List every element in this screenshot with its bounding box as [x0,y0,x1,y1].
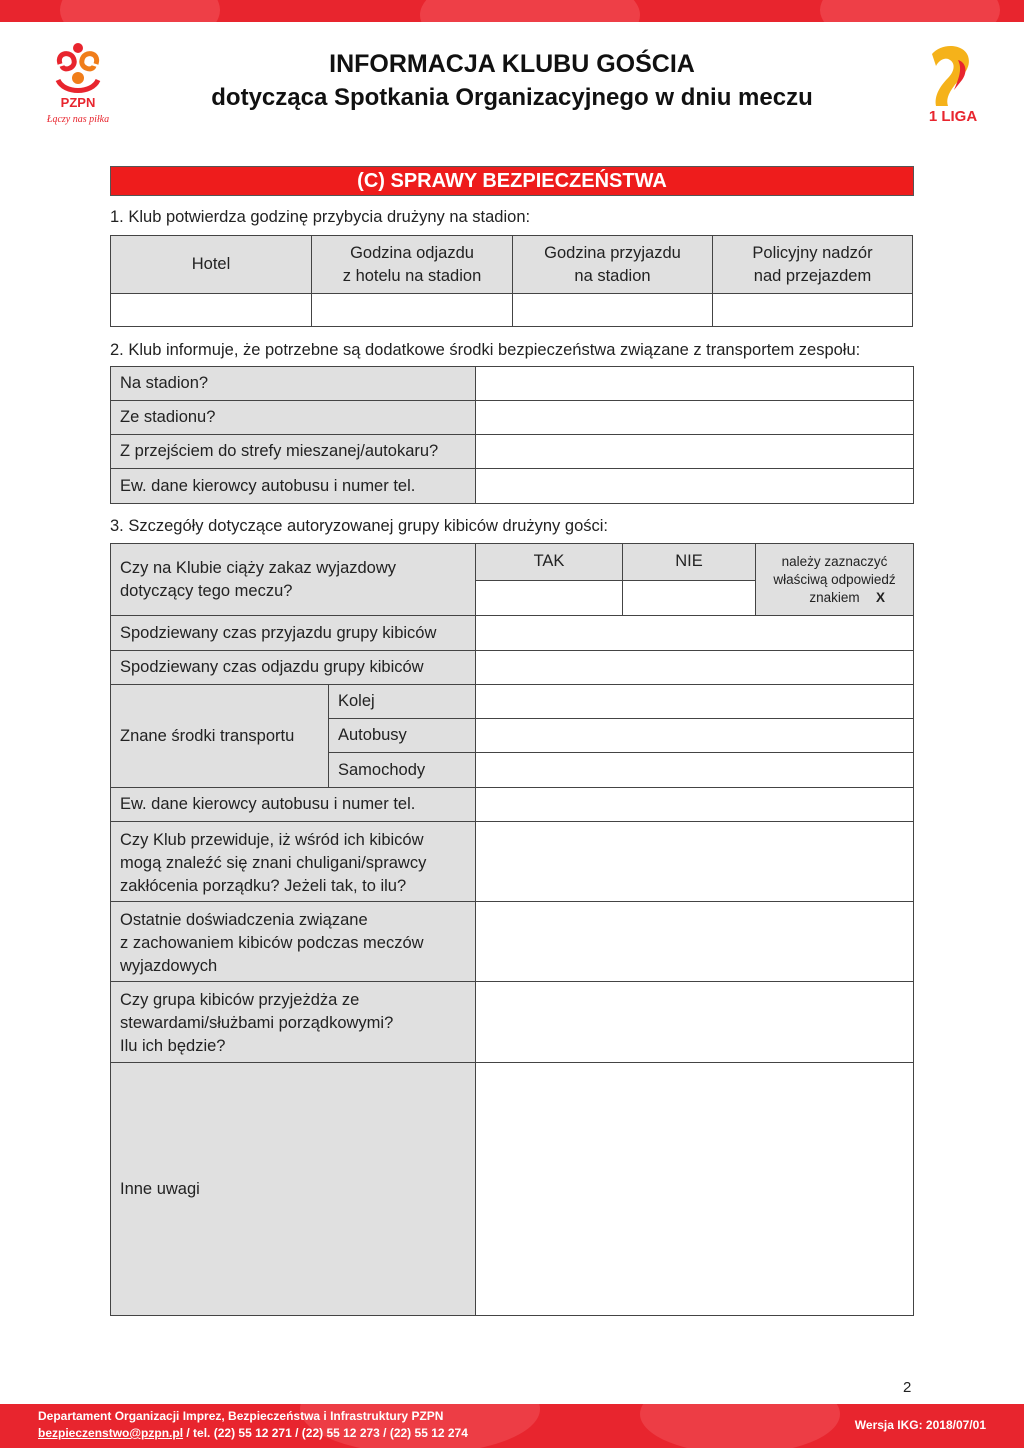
1-liga-logo [918,42,988,124]
label-hooligans: Czy Klub przewiduje, iż wśród ich kibiców mogą znaleźć się znani chuligani/sprawcy zakłócenia porządku? Jeżeli tak, to ilu? [110,821,476,902]
input-hooligans[interactable] [475,821,914,902]
input-to-stadium[interactable] [475,366,914,401]
input-transport-bus[interactable] [475,718,914,753]
label-transport-rail: Kolej [328,684,476,719]
label-fans-departure: Spodziewany czas odjazdu grupy kibiców [110,650,476,685]
label-transport-cars: Samochody [328,752,476,788]
footer-version: Wersja IKG: 2018/07/01 [854,1418,986,1432]
input-mixed-zone[interactable] [475,434,914,469]
label-fans-arrival: Spodziewany czas przyjazdu grupy kibiców [110,615,476,651]
answer-hint [755,543,914,616]
question-2: 2. Klub informuje, że potrzebne są dodatkowe środki bezpieczeństwa związane z transportem zespołu: [110,341,861,359]
input-transport-rail[interactable] [475,684,914,719]
header-yes: TAK [475,543,623,581]
footer-band [0,1404,1024,1448]
input-stewards[interactable] [475,981,914,1063]
input-past-experience[interactable] [475,901,914,982]
label-past-experience: Ostatnie doświadczenia związane z zachowaniem kibiców podczas meczów wyjazdowych [110,901,476,982]
label-stewards: Czy grupa kibiców przyjeżdża ze stewardami/służbami porządkowymi? Ilu ich będzie? [110,981,476,1063]
pzpn-logo [38,38,118,128]
checkbox-no[interactable] [622,580,756,616]
header-police-escort: Policyjny nadzór nad przejazdem [712,235,913,294]
input-arrival-time[interactable] [512,293,713,327]
checkbox-yes[interactable] [475,580,623,616]
header-hotel: Hotel [110,235,312,294]
top-decorative-band [0,0,1024,22]
label-transport-bus: Autobusy [328,718,476,753]
input-hotel[interactable] [110,293,312,327]
input-transport-cars[interactable] [475,752,914,788]
page-subtitle: dotycząca Spotkania Organizacyjnego w dniu meczu [211,84,813,111]
header-departure-time: Godzina odjazdu z hotelu na stadion [311,235,513,294]
label-to-stadium: Na stadion? [110,366,476,401]
pzpn-emblem-icon [38,38,118,128]
page-title: INFORMACJA KLUBU GOŚCIA [329,50,695,78]
input-police-escort[interactable] [712,293,913,327]
svg-text:PZPN: PZPN [60,95,96,110]
input-fans-departure[interactable] [475,650,914,685]
label-from-stadium: Ze stadionu? [110,400,476,435]
label-bus-driver: Ew. dane kierowcy autobusu i numer tel. [110,468,476,504]
label-fans-bus-driver: Ew. dane kierowcy autobusu i numer tel. [110,787,476,822]
label-other-notes: Inne uwagi [110,1062,476,1316]
label-away-ban: Czy na Klubie ciąży zakaz wyjazdowy dotyczący tego meczu? [110,543,476,616]
input-fans-arrival[interactable] [475,615,914,651]
input-departure-time[interactable] [311,293,513,327]
header-no: NIE [622,543,756,581]
footer-contact [38,1426,468,1440]
label-mixed-zone: Z przejściem do strefy mieszanej/autokaru? [110,434,476,469]
question-1: 1. Klub potwierdza godzinę przybycia drużyny na stadion: [110,208,531,226]
input-fans-bus-driver[interactable] [475,787,914,822]
1-liga-emblem-icon [918,42,988,124]
answer-hint-text: należy zaznaczyć właściwą odpowiedź znakiem [773,553,896,605]
label-transport-means: Znane środki transportu [110,684,329,788]
input-other-notes[interactable] [475,1062,914,1316]
section-title-bar: (C) SPRAWY BEZPIECZEŃSTWA [110,166,914,196]
header-arrival-time: Godzina przyjazdu na stadion [512,235,713,294]
footer-phones: / tel. (22) 55 12 271 / (22) 55 12 273 / (22) 55 12 274 [183,1426,468,1440]
footer-department: Departament Organizacji Imprez, Bezpieczeństwa i Infrastruktury PZPN [38,1409,444,1423]
answer-hint-mark: X [875,589,885,605]
page-number: 2 [903,1379,912,1396]
svg-text:Łączy nas piłka: Łączy nas piłka [46,114,110,125]
svg-text:1 LIGA: 1 LIGA [928,108,978,124]
input-from-stadium[interactable] [475,400,914,435]
footer-email-link[interactable]: bezpieczenstwo@pzpn.pl [38,1426,184,1440]
question-3: 3. Szczegóły dotyczące autoryzowanej grupy kibiców drużyny gości: [110,517,608,535]
input-bus-driver[interactable] [475,468,914,504]
